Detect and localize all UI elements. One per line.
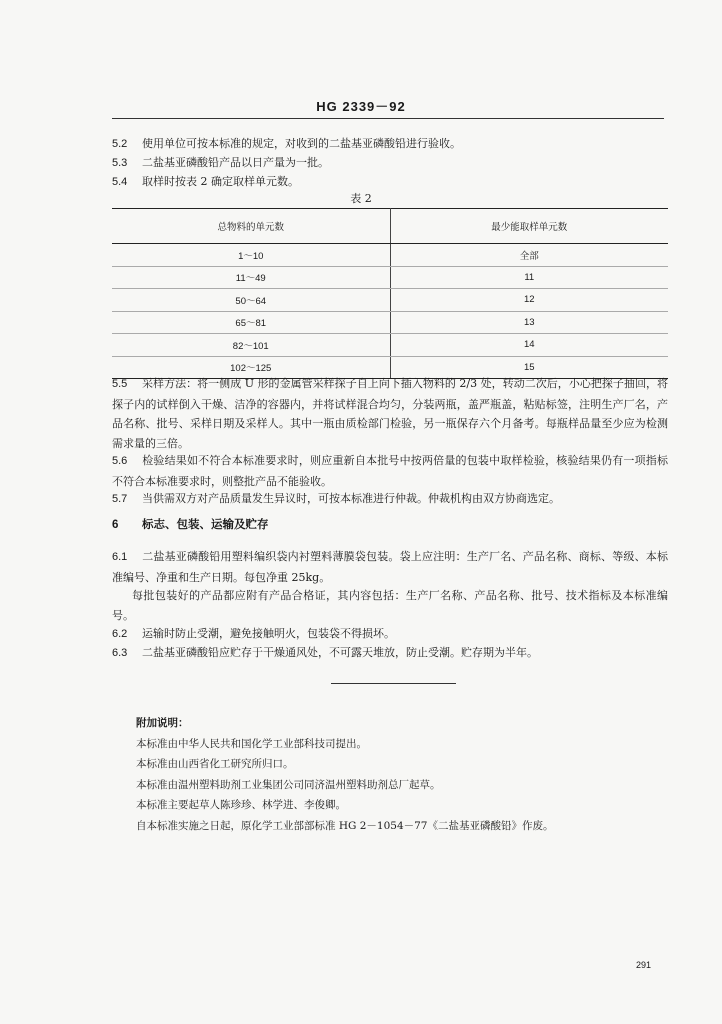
clause-number: 6.2 xyxy=(112,628,128,640)
clause-number: 5.3 xyxy=(112,157,128,169)
clause-5-2 xyxy=(112,134,668,155)
clause-6-2 xyxy=(112,624,668,645)
section-number: 6 xyxy=(112,519,119,531)
clause-text: 二盐基亚磷酸铅用塑料编织袋内衬塑料薄膜袋包装。袋上应注明：生产厂名、产品名称、商标、等级、本标准编号、净重和生产日期。每包净重 25kg。 xyxy=(112,550,668,584)
table-row xyxy=(112,244,668,267)
section-6-title xyxy=(112,516,269,532)
clause-text: 运输时防止受潮，避免接触明火，包装袋不得损坏。 xyxy=(142,627,395,640)
clause-text: 当供需双方对产品质量发生异议时，可按本标准进行仲裁。仲裁机构由双方协商选定。 xyxy=(142,492,560,505)
cell-min-sample-units: 14 xyxy=(390,334,668,357)
clause-text: 采样方法：将一侧成 U 形的金属管采样探子自上向下插入物料的 2/3 处，转动二次后，小心把探子抽回，将探子内的试样倒入干燥、洁净的容器内，并将试样混合均匀，分装两瓶，盖严瓶盖，粘贴标签，注明生产厂名，产品名称、批号、采样日期及采样人。其中一瓶由质检部门检验，另一瓶保存六个月备考。每瓶样品量至少应为检测需求量的三倍。 xyxy=(112,377,668,450)
clause-text: 二盐基亚磷酸铅应贮存于干燥通风处，不可露天堆放，防止受潮。贮存期为半年。 xyxy=(142,646,538,659)
cell-min-sample-units: 15 xyxy=(390,356,668,379)
clause-number: 5.4 xyxy=(112,176,128,188)
table-row xyxy=(112,289,668,312)
clause-5-6 xyxy=(112,451,668,491)
clause-text: 使用单位可按本标准的规定，对收到的二盐基亚磷酸铅进行验收。 xyxy=(142,137,461,150)
section-title-text: 标志、包装、运输及贮存 xyxy=(142,517,269,531)
cell-total-units: 102～125 xyxy=(112,356,390,379)
clause-number: 5.5 xyxy=(112,378,128,390)
note-line: 本标准由山西省化工研究所归口。 xyxy=(136,758,294,770)
clause-text: 二盐基亚磷酸铅产品以日产量为一批。 xyxy=(142,156,329,169)
note-line: 自本标准实施之日起，原化学工业部部标准 HG 2－1054－77《二盐基亚磷酸铅》作废。 xyxy=(136,819,554,832)
clause-5-5 xyxy=(112,374,668,453)
table-row xyxy=(112,311,668,334)
cell-total-units: 11～49 xyxy=(112,266,390,289)
clause-number: 6.1 xyxy=(112,551,128,563)
cell-total-units: 65～81 xyxy=(112,311,390,334)
clause-6-1-continued xyxy=(112,586,668,625)
table-header-row xyxy=(112,209,668,244)
clause-number: 6.3 xyxy=(112,647,128,659)
clause-number: 5.2 xyxy=(112,138,128,150)
table-2-caption: 表 2 xyxy=(350,192,372,205)
additional-notes xyxy=(136,713,656,836)
clause-number: 5.6 xyxy=(112,455,128,467)
cell-total-units: 1～10 xyxy=(112,244,390,267)
header-total-units: 总物料的单元数 xyxy=(112,209,390,244)
note-line: 本标准主要起草人陈珍珍、林学进、李俊卿。 xyxy=(136,799,346,811)
note-line: 本标准由温州塑料助剂工业集团公司同济温州塑料助剂总厂起草。 xyxy=(136,778,441,791)
cell-total-units: 82～101 xyxy=(112,334,390,357)
standard-code-header: HG 2339－92 xyxy=(316,99,406,114)
clause-number: 5.7 xyxy=(112,493,128,505)
clause-text: 检验结果如不符合本标准要求时，则应重新自本批号中按两倍量的包装中取样检验，核验结果仍有一项指标不符合本标准要求时，则整批产品不能验收。 xyxy=(112,454,668,488)
page-number: 291 xyxy=(636,960,652,970)
cell-min-sample-units: 13 xyxy=(390,311,668,334)
note-line: 本标准由中华人民共和国化学工业部科技司提出。 xyxy=(136,737,367,750)
clause-text: 取样时按表 2 确定取样单元数。 xyxy=(142,175,299,188)
table-row xyxy=(112,334,668,357)
cell-min-sample-units: 全部 xyxy=(390,244,668,267)
end-rule xyxy=(331,683,456,684)
sampling-table xyxy=(112,208,668,379)
clause-6-1 xyxy=(112,547,668,587)
clause-6-3 xyxy=(112,643,668,664)
clause-5-7 xyxy=(112,489,668,510)
notes-heading: 附加说明： xyxy=(136,717,189,729)
cell-min-sample-units: 11 xyxy=(390,266,668,289)
header-min-sample-units: 最少能取样单元数 xyxy=(390,209,668,244)
cell-total-units: 50～64 xyxy=(112,289,390,312)
clause-text: 每批包装好的产品都应附有产品合格证，其内容包括：生产厂名称、产品名称、批号、技术指标及本标准编号。 xyxy=(112,589,668,622)
cell-min-sample-units: 12 xyxy=(390,289,668,312)
header-rule xyxy=(112,118,664,119)
clause-5-3 xyxy=(112,153,668,174)
table-row xyxy=(112,266,668,289)
